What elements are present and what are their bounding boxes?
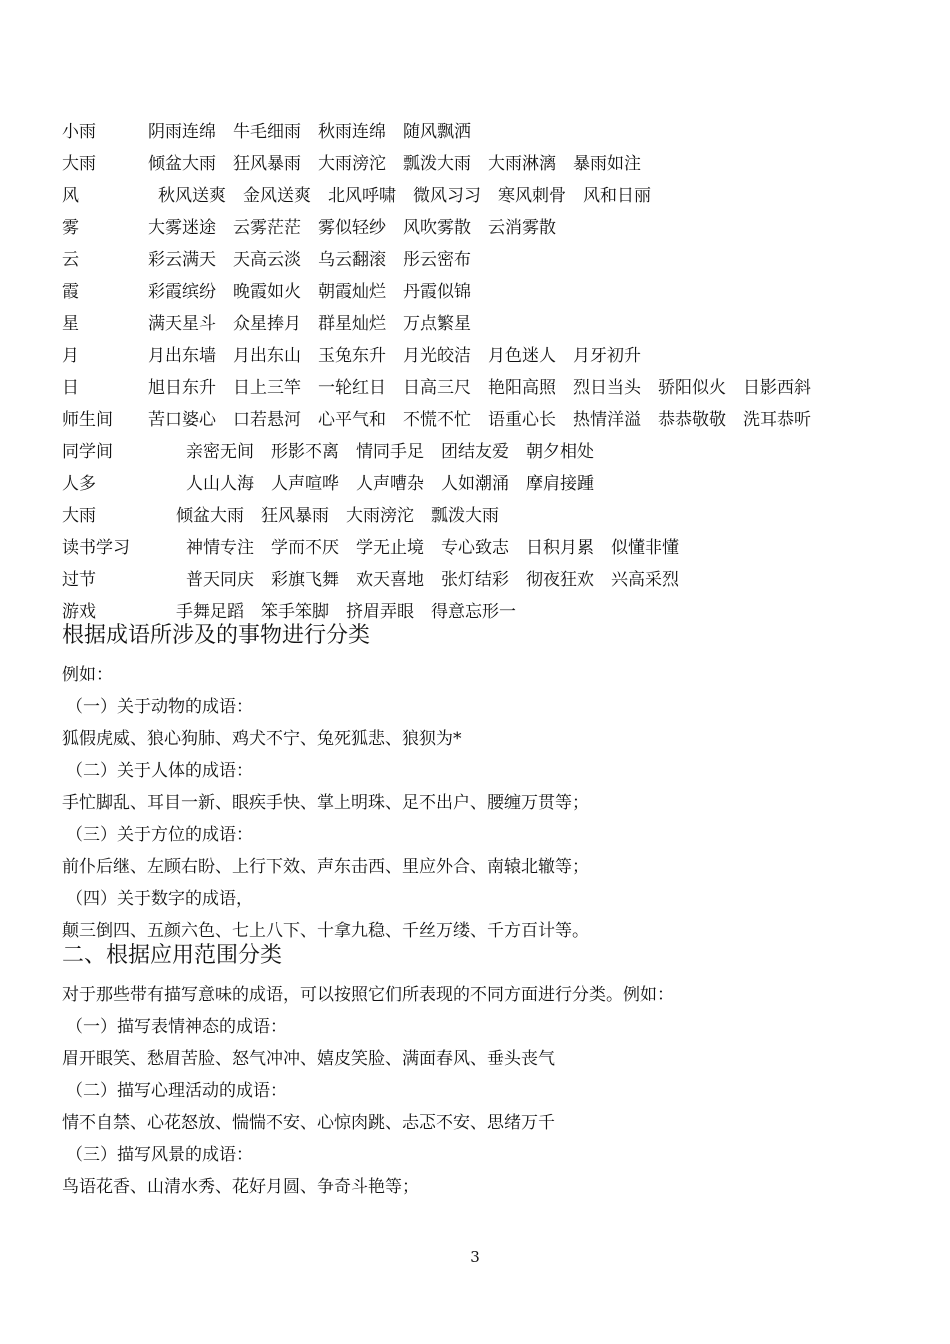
idiom: 天高云淡 [233,250,301,270]
word-group-idioms [148,342,658,370]
idiom: 人如潮涌 [441,474,509,494]
word-group-idioms [186,534,696,562]
idiom: 朝夕相处 [526,442,594,462]
idiom: 风吹雾散 [403,218,471,238]
section1-sub-2: （二）关于人体的成语： [66,761,253,781]
idiom: 旭日东升 [148,378,216,398]
section1-text-1: 狐假虎威、狼心狗肺、鸡犬不宁、兔死狐悲、狼狈为* [62,729,462,749]
idiom: 彤云密布 [403,250,471,270]
idiom: 洗耳恭听 [743,410,811,430]
idiom: 烈日当头 [573,378,641,398]
idiom: 苦口婆心 [148,410,216,430]
idiom: 团结友爱 [441,442,509,462]
word-group-label: 云 [62,250,79,270]
idiom: 学无止境 [356,538,424,558]
idiom: 狂风暴雨 [233,154,301,174]
word-group-idioms [148,374,828,402]
word-group-idioms [148,310,488,338]
idiom: 形影不离 [271,442,339,462]
idiom: 丹霞似锦 [403,282,471,302]
idiom: 云消雾散 [488,218,556,238]
section2-sub-2: （二）描写心理活动的成语： [66,1081,287,1101]
idiom: 骄阳似火 [658,378,726,398]
section1-sub-4: （四）关于数字的成语， [66,889,253,909]
section2-heading: 二、根据应用范围分类 [62,943,283,968]
idiom: 倾盆大雨 [148,154,216,174]
idiom: 彩云满天 [148,250,216,270]
section2-text-1: 眉开眼笑、愁眉苦脸、怒气冲冲、嬉皮笑脸、满面春风、垂头丧气 [62,1049,555,1069]
idiom: 朝霞灿烂 [318,282,386,302]
idiom: 彻夜狂欢 [526,570,594,590]
word-group-idioms [158,182,668,210]
word-group-label: 人多 [62,474,96,494]
word-group-label: 日 [62,378,79,398]
idiom: 倾盆大雨 [176,506,244,526]
idiom: 瓢泼大雨 [431,506,499,526]
idiom: 日积月累 [526,538,594,558]
idiom: 彩霞缤纷 [148,282,216,302]
section2-text-3: 鸟语花香、山清水秀、花好月圆、争奇斗艳等； [62,1177,419,1197]
section1-text-3: 前仆后继、左顾右盼、上行下效、声东击西、里应外合、南辕北辙等； [62,857,589,877]
idiom: 一轮红日 [318,378,386,398]
word-group-label: 大雨 [62,154,96,174]
word-group-idioms [148,406,828,434]
idiom: 阴雨连绵 [148,122,216,142]
idiom: 似懂非懂 [611,538,679,558]
idiom: 狂风暴雨 [261,506,329,526]
word-group-idioms [186,438,611,466]
idiom: 晚霞如火 [233,282,301,302]
idiom: 人声嘈杂 [356,474,424,494]
word-group-label: 月 [62,346,79,366]
word-group-label: 大雨 [62,506,96,526]
word-group-label: 风 [62,186,79,206]
page-number: 3 [470,1248,480,1266]
idiom: 挤眉弄眼 [346,602,414,622]
idiom: 艳阳高照 [488,378,556,398]
idiom: 不慌不忙 [403,410,471,430]
idiom: 月出东墙 [148,346,216,366]
idiom: 彩旗飞舞 [271,570,339,590]
idiom: 兴高采烈 [611,570,679,590]
idiom: 大雨淋漓 [488,154,556,174]
idiom: 金风送爽 [243,186,311,206]
word-group-label: 小雨 [62,122,96,142]
idiom: 神情专注 [186,538,254,558]
idiom: 玉兔东升 [318,346,386,366]
idiom: 学而不厌 [271,538,339,558]
idiom: 暴雨如注 [573,154,641,174]
idiom: 乌云翻滚 [318,250,386,270]
idiom: 恭恭敬敬 [658,410,726,430]
section1-intro: 例如： [62,665,113,685]
idiom: 秋雨连绵 [318,122,386,142]
idiom: 热情洋溢 [573,410,641,430]
idiom: 随风飘洒 [403,122,471,142]
idiom: 日影西斜 [743,378,811,398]
idiom: 众星捧月 [233,314,301,334]
idiom: 大雾迷途 [148,218,216,238]
idiom: 风和日丽 [583,186,651,206]
idiom: 心平气和 [318,410,386,430]
word-group-label: 同学间 [62,442,113,462]
idiom: 亲密无间 [186,442,254,462]
idiom: 欢天喜地 [356,570,424,590]
idiom: 微风习习 [413,186,481,206]
idiom: 雾似轻纱 [318,218,386,238]
word-group-idioms [176,502,516,530]
idiom: 满天星斗 [148,314,216,334]
section1-heading: 根据成语所涉及的事物进行分类 [62,623,371,648]
word-group-label: 霞 [62,282,79,302]
word-group-idioms [148,118,488,146]
idiom: 大雨滂沱 [318,154,386,174]
word-group-label: 师生间 [62,410,113,430]
word-group-idioms [186,470,611,498]
idiom: 群星灿烂 [318,314,386,334]
idiom: 月牙初升 [573,346,641,366]
idiom: 语重心长 [488,410,556,430]
section1-sub-1: （一）关于动物的成语： [66,697,253,717]
idiom: 口若悬河 [233,410,301,430]
idiom: 专心致志 [441,538,509,558]
idiom: 牛毛细雨 [233,122,301,142]
section1-text-4: 颠三倒四、五颜六色、七上八下、十拿九稳、千丝万缕、千方百计等。 [62,921,589,941]
idiom: 寒风刺骨 [498,186,566,206]
idiom: 张灯结彩 [441,570,509,590]
idiom: 普天同庆 [186,570,254,590]
idiom: 日上三竿 [233,378,301,398]
idiom: 月光皎洁 [403,346,471,366]
section2-intro: 对于那些带有描写意味的成语，可以按照它们所表现的不同方面进行分类。例如： [62,985,674,1005]
section2-sub-3: （三）描写风景的成语： [66,1145,253,1165]
idiom: 云雾茫茫 [233,218,301,238]
idiom: 北风呼啸 [328,186,396,206]
idiom: 大雨滂沱 [346,506,414,526]
section1-text-2: 手忙脚乱、耳目一新、眼疾手快、掌上明珠、足不出户、腰缠万贯等； [62,793,589,813]
idiom: 日高三尺 [403,378,471,398]
idiom: 笨手笨脚 [261,602,329,622]
word-group-label: 过节 [62,570,96,590]
idiom: 万点繁星 [403,314,471,334]
word-group-label: 游戏 [62,602,96,622]
idiom: 摩肩接踵 [526,474,594,494]
word-group-idioms [186,566,696,594]
word-group-idioms [148,246,488,274]
idiom: 秋风送爽 [158,186,226,206]
idiom: 手舞足蹈 [176,602,244,622]
idiom: 情同手足 [356,442,424,462]
idiom: 月出东山 [233,346,301,366]
section2-text-2: 情不自禁、心花怒放、惴惴不安、心惊肉跳、忐忑不安、思绪万千 [62,1113,555,1133]
section1-sub-3: （三）关于方位的成语： [66,825,253,845]
section2-sub-1: （一）描写表情神态的成语： [66,1017,287,1037]
idiom: 得意忘形一 [431,602,516,622]
word-group-label: 星 [62,314,79,334]
word-group-idioms [148,150,658,178]
idiom: 人山人海 [186,474,254,494]
word-group-idioms [148,214,573,242]
word-group-idioms [148,278,488,306]
idiom: 瓢泼大雨 [403,154,471,174]
word-group-label: 读书学习 [62,538,130,558]
word-group-label: 雾 [62,218,79,238]
idiom: 人声喧哗 [271,474,339,494]
idiom: 月色迷人 [488,346,556,366]
